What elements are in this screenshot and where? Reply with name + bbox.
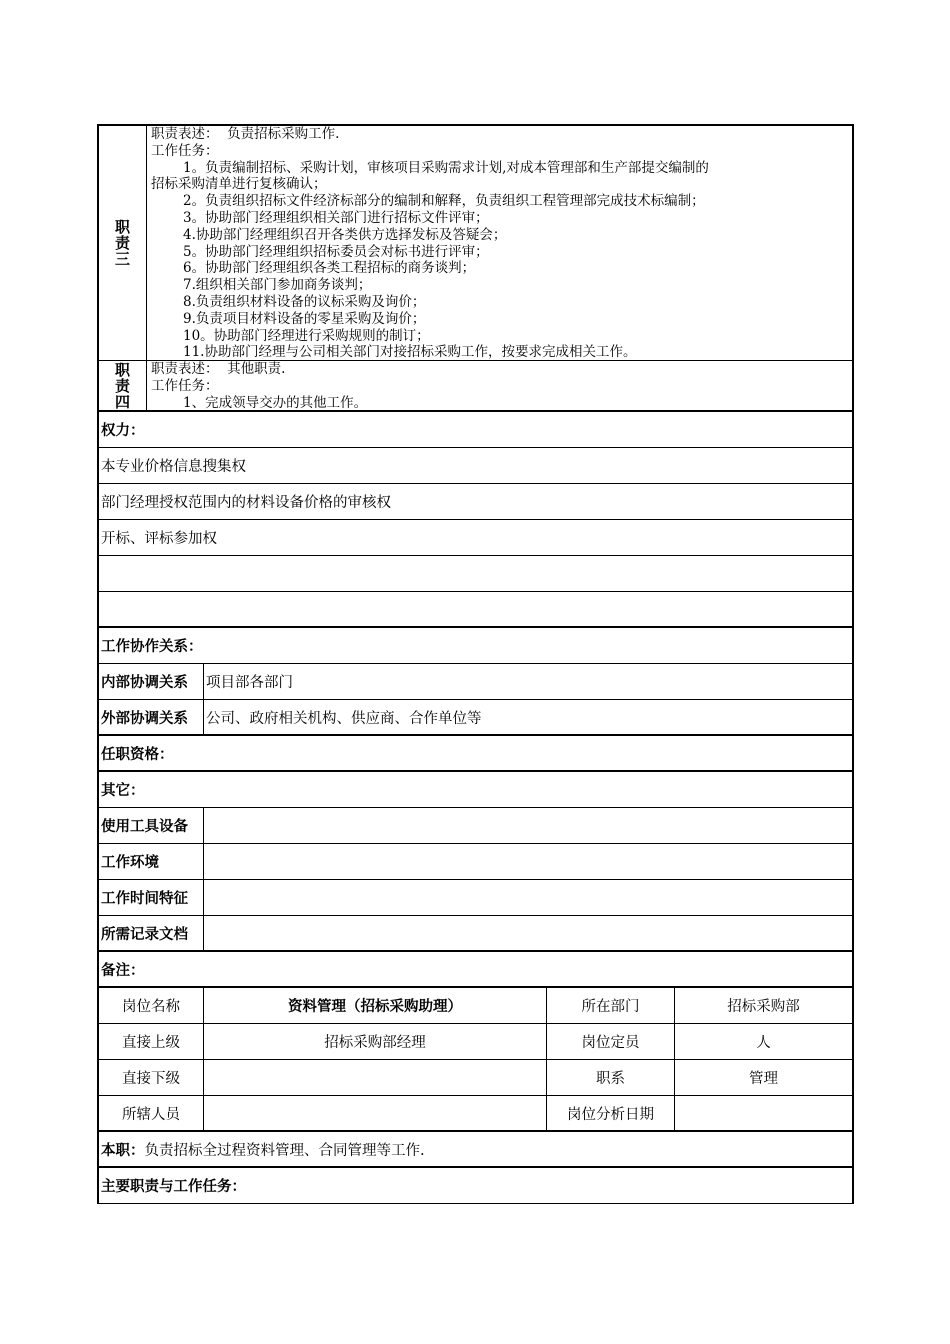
main-duty-text: 负责招标全过程资料管理、合同管理等工作.: [144, 1142, 425, 1159]
analysis-date-label: 岗位分析日期: [547, 1096, 675, 1130]
staff-value: [204, 1096, 547, 1130]
department-value: 招标采购部: [727, 999, 800, 1015]
duty-line: 5。协助部门经理组织招标委员会对标书进行评审；: [183, 243, 489, 260]
records-value: [204, 916, 852, 950]
position-row-3: [97, 1060, 854, 1096]
department-label: 所在部门: [547, 988, 675, 1023]
superior-value: 招标采购部经理: [204, 1024, 547, 1059]
power-item: 本专业价格信息搜集权: [97, 448, 854, 484]
duty-line: 4.协助部门经理组织召开各类供方选择发标及答疑会；: [183, 226, 507, 243]
remarks-heading: 备注：: [97, 952, 854, 988]
duty-line: 职责表述： 其他职责.: [151, 361, 286, 377]
duty-four-content: [147, 361, 852, 410]
environment-value: [204, 844, 852, 879]
duty-line: 8.负责组织材料设备的议标采购及询价；: [183, 293, 426, 310]
duty-four-label: 职 责 四: [99, 361, 147, 410]
other-heading: 其它：: [97, 772, 854, 808]
series-label: 职系: [547, 1060, 675, 1095]
duty-line: 9.负责项目材料设备的零星采购及询价；: [183, 310, 426, 327]
duty-line: 工作任务：: [151, 142, 219, 159]
main-duty-label: 本职：: [101, 1142, 145, 1159]
power-heading: 权力：: [97, 412, 854, 448]
superior-label: 直接上级: [99, 1024, 204, 1059]
work-time-row: [97, 880, 854, 916]
power-item: 部门经理授权范围内的材料设备价格的审核权: [97, 484, 854, 520]
subordinate-label: 直接下级: [99, 1060, 204, 1095]
cooperation-heading: 工作协作关系：: [97, 628, 854, 664]
duty-line: 7.组织相关部门参加商务谈判；: [183, 277, 372, 294]
work-time-label: 工作时间特征: [99, 880, 204, 915]
duty-line: 11.协助部门经理与公司相关部门对接招标采购工作，按要求完成相关工作。: [183, 344, 637, 361]
analysis-date-value: [675, 1096, 852, 1130]
position-name-label: 岗位名称: [99, 988, 204, 1023]
tools-row: [97, 808, 854, 844]
position-row-4: [97, 1096, 854, 1132]
position-row-2: [97, 1024, 854, 1060]
duty-line: 2。负责组织招标文件经济标部分的编制和解释，负责组织工程管理部完成技术标编制；: [183, 193, 705, 210]
position-row-1: [97, 988, 854, 1024]
power-item: [97, 592, 854, 628]
records-label: 所需记录文档: [99, 916, 204, 950]
power-item: [97, 556, 854, 592]
environment-label: 工作环境: [99, 844, 204, 879]
records-row: [97, 916, 854, 952]
tools-label: 使用工具设备: [99, 808, 204, 843]
environment-row: [97, 844, 854, 880]
duty-line: 3。协助部门经理组织相关部门进行招标文件评审；: [183, 209, 489, 226]
position-name-value: 资料管理（招标采购助理）: [204, 988, 547, 1023]
main-duty-row: [97, 1132, 854, 1168]
main-tasks-heading: 主要职责与工作任务：: [97, 1168, 854, 1204]
duty-line: 1。负责编制招标、采购计划，审核项目采购需求计划,对成本管理部和生产部提交编制的: [183, 159, 709, 176]
duty-line: 1、完成领导交办的其他工作。: [183, 394, 368, 411]
power-item: 开标、评标参加权: [97, 520, 854, 556]
duty-three-label: 职 责 三: [99, 126, 147, 360]
duty-three-content: [147, 126, 852, 360]
internal-coordination-row: [97, 664, 854, 700]
duty-four-section: [97, 361, 854, 412]
duty-line: 10。协助部门经理进行采购规则的制订；: [183, 327, 430, 344]
work-time-value: [204, 880, 852, 915]
quota-label: 岗位定员: [547, 1024, 675, 1059]
external-coordination-row: [97, 700, 854, 736]
external-coordination-value: 公司、政府相关机构、供应商、合作单位等: [206, 710, 482, 727]
qualification-heading: 任职资格：: [97, 736, 854, 772]
job-description-table: [97, 124, 854, 1204]
duty-line: 6。协助部门经理组织各类工程招标的商务谈判；: [183, 260, 476, 277]
series-value: 管理: [749, 1071, 778, 1087]
subordinate-value: [204, 1060, 547, 1095]
duty-line: 招标采购清单进行复核确认；: [151, 176, 327, 193]
internal-coordination-value: 项目部各部门: [206, 675, 293, 691]
quota-value: 人: [756, 1035, 771, 1051]
tools-value: [204, 808, 852, 843]
duty-line: 工作任务：: [151, 377, 219, 394]
duty-line: 职责表述： 负责招标采购工作.: [151, 126, 340, 142]
external-coordination-label: 外部协调关系: [99, 700, 204, 734]
internal-coordination-label: 内部协调关系: [99, 664, 204, 699]
duty-three-section: [97, 124, 854, 361]
staff-label: 所辖人员: [99, 1096, 204, 1130]
